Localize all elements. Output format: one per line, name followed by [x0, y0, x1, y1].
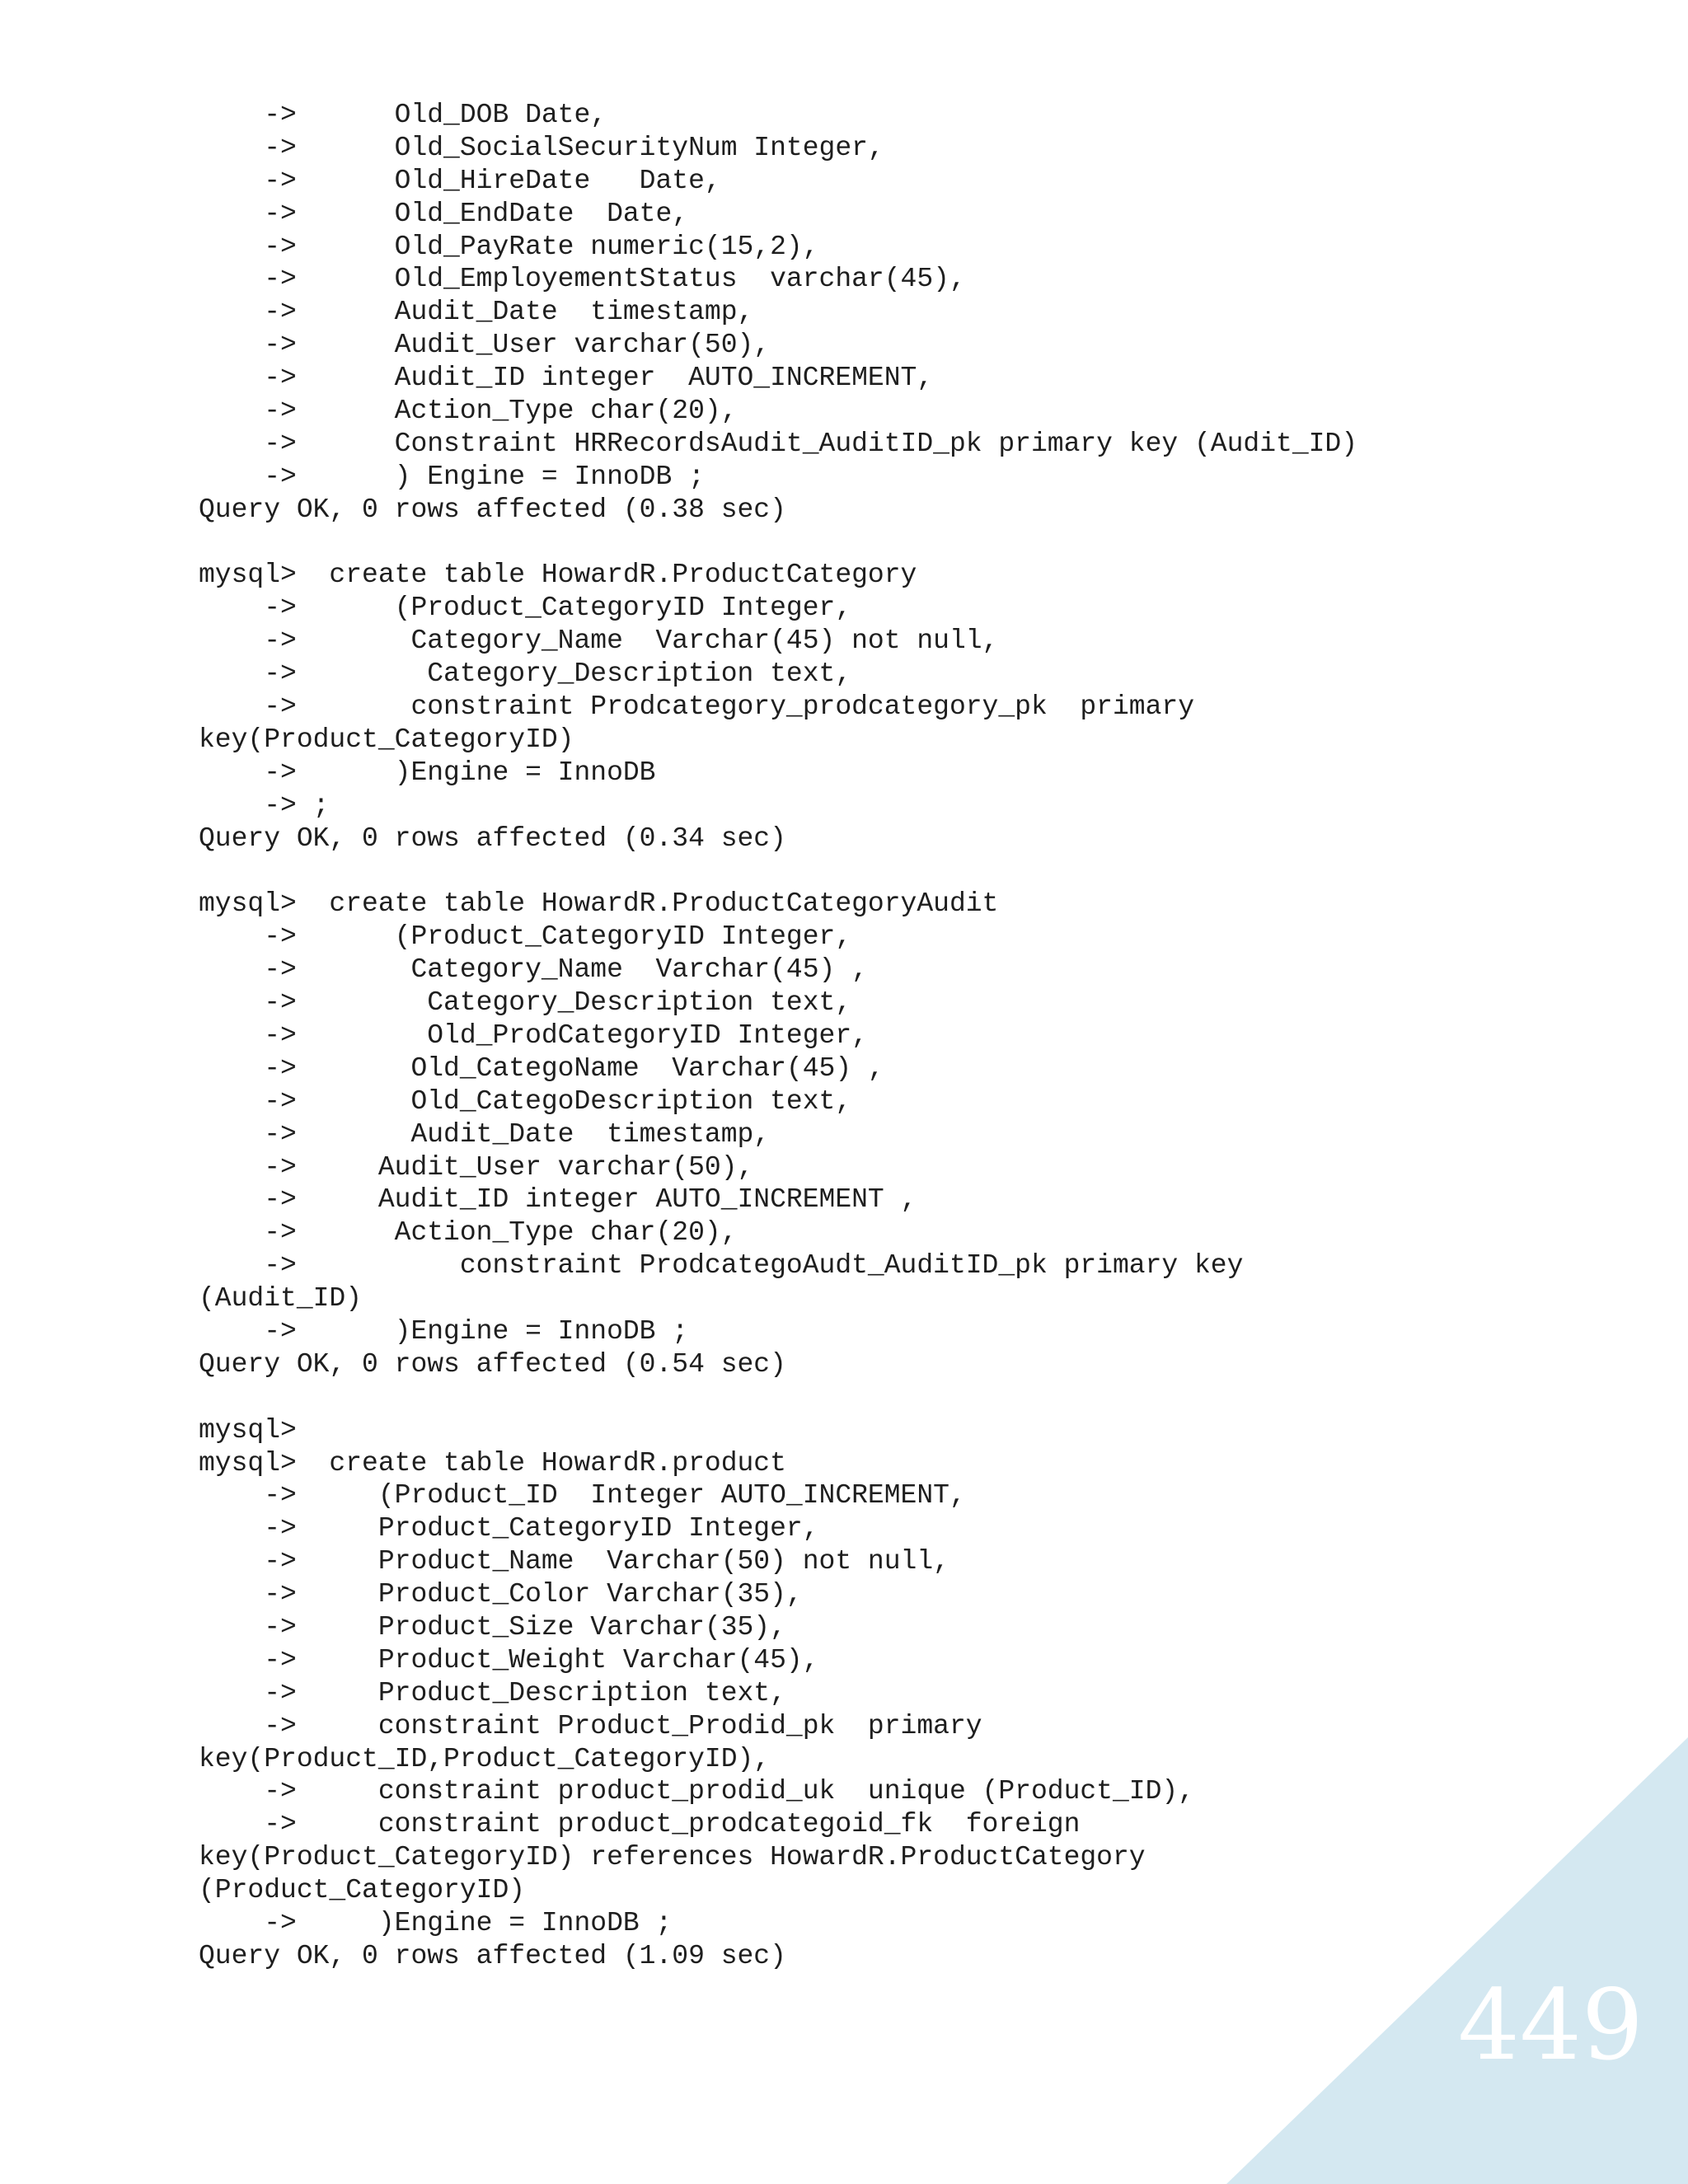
- console-line: key(Product_ID,Product_CategoryID),: [199, 1743, 771, 1774]
- console-line: -> Audit_ID integer AUTO_INCREMENT,: [199, 363, 934, 394]
- console-line: -> )Engine = InnoDB ;: [199, 1907, 673, 1938]
- console-line: -> (Product_CategoryID Integer,: [199, 593, 852, 624]
- console-line: (Product_CategoryID): [199, 1875, 526, 1906]
- console-line: -> Old_ProdCategoryID Integer,: [199, 1019, 868, 1051]
- console-line: mysql> create table HowardR.ProductCategory: [199, 560, 917, 591]
- console-line: -> )Engine = InnoDB: [199, 757, 656, 788]
- console-line: mysql> create table HowardR.product: [199, 1447, 786, 1479]
- console-line: -> constraint ProdcategoAudt_AuditID_pk primary key: [199, 1250, 1244, 1282]
- console-line: -> Old_SocialSecurityNum Integer,: [199, 132, 884, 163]
- console-line: -> Product_Name Varchar(50) not null,: [199, 1546, 950, 1577]
- page-number: 449: [1457, 1968, 1643, 2082]
- console-line: mysql>: [199, 1414, 297, 1446]
- console-line: -> Audit_User varchar(50),: [199, 1151, 754, 1183]
- console-line: -> Old_CategoDescription text,: [199, 1085, 852, 1117]
- console-line: -> Action_Type char(20),: [199, 1217, 738, 1249]
- console-line: Query OK, 0 rows affected (0.34 sec): [199, 823, 786, 854]
- console-line: [199, 527, 1666, 560]
- console-line: -> Audit_User varchar(50),: [199, 330, 771, 361]
- console-line: -> constraint Prodcategory_prodcategory_pk primary: [199, 691, 1194, 723]
- console-line: -> Old_CategoName Varchar(45) ,: [199, 1052, 884, 1084]
- console-line: Query OK, 0 rows affected (1.09 sec): [199, 1940, 786, 1971]
- console-line: key(Product_CategoryID) references HowardR.ProductCategory: [199, 1842, 1146, 1873]
- console-line: -> Audit_Date timestamp,: [199, 297, 754, 328]
- console-line: -> constraint product_prodid_uk unique (Product_ID),: [199, 1776, 1194, 1807]
- console-line: -> Action_Type char(20),: [199, 396, 738, 427]
- console-line: -> ;: [199, 790, 330, 821]
- console-line: -> Constraint HRRecordsAudit_AuditID_pk primary key (Audit_ID): [199, 428, 1358, 459]
- console-line: -> Category_Description text,: [199, 658, 852, 690]
- console-line: -> Audit_ID integer AUTO_INCREMENT ,: [199, 1184, 917, 1216]
- console-line: -> Category_Name Varchar(45) not null,: [199, 626, 999, 657]
- console-line: -> Old_EmployementStatus varchar(45),: [199, 264, 966, 295]
- console-line: -> Old_EndDate Date,: [199, 198, 689, 229]
- console-line: mysql> create table HowardR.ProductCategoryAudit: [199, 888, 999, 920]
- console-line: -> ) Engine = InnoDB ;: [199, 461, 705, 492]
- console-line: -> Product_Color Varchar(35),: [199, 1579, 803, 1610]
- console-line: -> Old_HireDate Date,: [199, 165, 721, 196]
- console-line: Query OK, 0 rows affected (0.54 sec): [199, 1348, 786, 1380]
- console-line: -> (Product_ID Integer AUTO_INCREMENT,: [199, 1480, 966, 1511]
- console-line: (Audit_ID): [199, 1283, 363, 1315]
- mysql-console-output: [199, 99, 1666, 1973]
- console-line: -> Old_PayRate numeric(15,2),: [199, 231, 819, 262]
- console-line: -> constraint Product_Prodid_pk primary: [199, 1710, 982, 1741]
- console-line: -> constraint product_prodcategoid_fk foreign: [199, 1809, 1081, 1840]
- console-line: [199, 855, 1666, 888]
- console-line: -> Product_Description text,: [199, 1677, 786, 1708]
- console-line: -> Category_Description text,: [199, 987, 852, 1019]
- console-line: -> Audit_Date timestamp,: [199, 1118, 771, 1150]
- console-line: -> (Product_CategoryID Integer,: [199, 921, 852, 953]
- console-line: [199, 1381, 1666, 1414]
- console-line: -> Product_CategoryID Integer,: [199, 1513, 819, 1544]
- console-line: key(Product_CategoryID): [199, 724, 574, 755]
- console-line: -> Old_DOB Date,: [199, 100, 607, 130]
- console-line: Query OK, 0 rows affected (0.38 sec): [199, 494, 786, 525]
- console-line: -> Product_Weight Varchar(45),: [199, 1644, 819, 1675]
- console-line: -> Product_Size Varchar(35),: [199, 1611, 786, 1643]
- console-line: -> Category_Name Varchar(45) ,: [199, 954, 868, 986]
- console-line: -> )Engine = InnoDB ;: [199, 1315, 689, 1347]
